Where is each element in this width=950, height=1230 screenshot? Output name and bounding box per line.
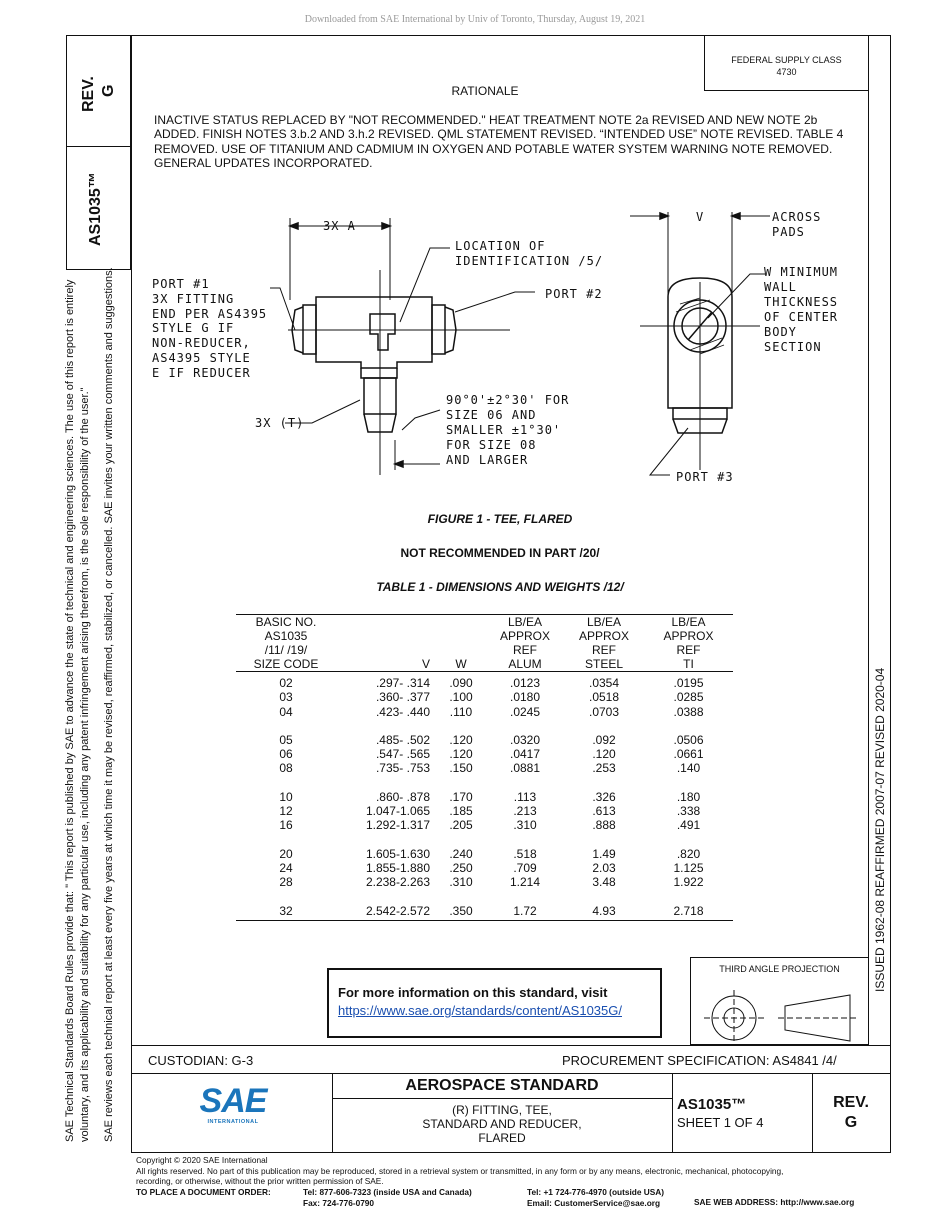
table-cell: .310 — [513, 818, 537, 833]
table-row — [236, 904, 733, 918]
rev-title-value: G — [844, 1114, 858, 1131]
table-cell: 10 — [279, 789, 293, 804]
table-cell: 02 — [279, 676, 293, 690]
table-header-cell — [486, 615, 564, 672]
table-cell: .170 — [449, 789, 473, 804]
table-cell: .240 — [449, 846, 473, 861]
copyright: Copyright © 2020 SAE International — [136, 1155, 268, 1165]
table-header-cell — [236, 615, 336, 672]
table-spacer-row — [236, 719, 733, 733]
rules-line-3: SAE reviews each technical report at least every five years at which time it may be revised, reaffirmed, stabilized, or cancelled. SAE invites your written comments and suggestions. — [103, 267, 115, 1142]
table-row — [236, 818, 733, 832]
info-text: For more information on this standard, visit — [338, 985, 608, 1000]
table-header-row — [236, 615, 733, 672]
table-cell: .110 — [449, 704, 473, 719]
table-cell: 28 — [279, 875, 293, 890]
title-block-rule — [131, 1073, 891, 1074]
port1-line4: STYLE G IF — [152, 321, 235, 336]
table-cell: .350 — [449, 903, 473, 918]
rights-line2: recording, or otherwise, without the prior written permission of SAE. — [136, 1176, 384, 1186]
dim-3x-t: 3X (T) — [255, 416, 305, 430]
table-header-line: REF — [676, 643, 701, 657]
table-cell: .0417 — [509, 747, 541, 762]
dim-3x-a: 3X A — [323, 219, 356, 233]
wall-line1: W MINIMUM — [764, 265, 839, 279]
table-row — [236, 747, 733, 761]
table-header-line: V — [421, 657, 430, 671]
web-address: SAE WEB ADDRESS: http://www.sae.org — [694, 1197, 855, 1207]
table-header-line: AS1035 — [264, 629, 308, 643]
table-cell: 2.542-2.572 — [365, 903, 430, 918]
download-note: Downloaded from SAE International by Univ of Toronto, Thursday, August 19, 2021 — [304, 14, 646, 25]
angle-line1: 90°0'±2°30' FOR — [446, 393, 570, 407]
rights-line1: All rights reserved. No part of this publication may be reproduced, stored in a retrieval system or transmitted, in any form or by any means, electronic, mechanical, photocopying, — [136, 1165, 784, 1176]
table-row — [236, 676, 733, 690]
table-header-line: SIZE CODE — [253, 657, 319, 671]
standard-link[interactable]: https://www.sae.org/standards/content/AS1035G/ — [338, 1003, 622, 1018]
table-cell: .547- .565 — [375, 747, 430, 762]
rev-title — [812, 1093, 890, 1133]
table-cell: 32 — [279, 903, 293, 918]
table-cell: .090 — [449, 676, 473, 690]
table-cell: 08 — [279, 761, 293, 776]
table-header-line: REF — [513, 643, 537, 657]
table-cell: .297- .314 — [375, 676, 430, 690]
table-cell: 2.718 — [673, 903, 704, 918]
table-cell: 20 — [279, 846, 293, 861]
angle-line3: SMALLER ±1°30' — [446, 423, 562, 437]
table-cell: .150 — [449, 761, 473, 776]
table-cell: .491 — [676, 818, 701, 833]
table-header-line: LB/EA — [586, 615, 622, 629]
title-block-left — [131, 1045, 132, 1153]
table-cell: .326 — [592, 789, 616, 804]
across-line1: ACROSS — [772, 210, 822, 224]
table-cell: .709 — [513, 860, 537, 875]
title-block-right — [890, 1045, 891, 1153]
table-caption: TABLE 1 - DIMENSIONS AND WEIGHTS /12/ — [376, 580, 624, 594]
table-cell: .0195 — [673, 676, 704, 690]
dimensions-table — [236, 614, 733, 921]
table-header-cell — [564, 615, 644, 672]
frame-inner-right — [868, 35, 869, 1045]
table-cell: .860- .878 — [375, 789, 430, 804]
figure-caption: FIGURE 1 - TEE, FLARED — [427, 512, 573, 526]
rules-line-2: voluntary, and its applicability and suitability for any particular use, including any patent infringement arising therefrom, is the sole responsibility of the user." — [79, 387, 91, 1142]
table-cell: 03 — [279, 690, 293, 705]
table-spacer-cell — [236, 776, 733, 790]
table-cell: .0506 — [673, 732, 704, 747]
table-header-line: TI — [683, 657, 694, 671]
dim-v: V — [696, 210, 705, 224]
table-row — [236, 690, 733, 704]
table-cell: 06 — [279, 747, 293, 762]
table-body — [236, 672, 733, 920]
table-header-line: ALUM — [508, 657, 542, 671]
sae-logo — [198, 1083, 268, 1125]
title-divider-4 — [332, 1098, 672, 1099]
port1-line6: AS4395 STYLE — [152, 350, 251, 365]
table-cell: 1.49 — [592, 846, 616, 861]
table-cell: .888 — [592, 818, 616, 833]
order-label: TO PLACE A DOCUMENT ORDER: — [136, 1187, 271, 1197]
table-spacer-cell — [236, 833, 733, 847]
table-header-line: W — [455, 657, 467, 671]
table-row — [236, 733, 733, 747]
table-cell: .092 — [592, 732, 616, 747]
loc-id-line1: LOCATION OF — [455, 239, 546, 253]
doc-number-title: AS1035™ — [677, 1096, 747, 1113]
table-header-line: APPROX — [578, 629, 629, 643]
supply-class — [704, 54, 869, 78]
table-cell: .338 — [676, 804, 701, 819]
table-cell: .205 — [449, 818, 473, 833]
table-spacer-row — [236, 776, 733, 790]
table-spacer-cell — [236, 890, 733, 904]
fax: Fax: 724-776-0790 — [303, 1197, 375, 1208]
table-cell: 3.48 — [592, 875, 616, 890]
table-cell: .253 — [592, 761, 616, 776]
footer — [136, 1155, 886, 1187]
info-link-wrap — [338, 1003, 622, 1018]
table-cell: 1.605-1.630 — [365, 846, 430, 861]
location-of-identification — [455, 239, 603, 269]
table-row — [236, 705, 733, 719]
table-row — [236, 847, 733, 861]
title-block-bottom — [131, 1152, 891, 1153]
table-cell: .0703 — [588, 704, 620, 719]
sae-logo-mark: SAE — [199, 1082, 267, 1120]
table-cell: .120 — [449, 747, 473, 762]
table-cell: .120 — [592, 747, 616, 762]
port1-line2: 3X FITTING — [152, 291, 235, 306]
rationale-text: INACTIVE STATUS REPLACED BY "NOT RECOMMENDED." HEAT TREATMENT NOTE 2a REVISED AND NEW NOTE 2b ADDED. FINISH NOTES 3.b.2 AND 3.h.2 REVISED. QML STATEMENT REVISED. “INTENDED USE” NOTE REVISED. TABLE 4 REMOVED. USE OF TITANIUM AND CADMIUM IN OXYGEN AND POTABLE WATER SYSTEM WARNING NOTE REMOVED. GENERAL UPDATES INCORPORATED. — [154, 113, 844, 171]
port-1-callout — [152, 277, 267, 381]
wall-line6: SECTION — [764, 340, 822, 354]
port-3-callout: PORT #3 — [676, 470, 734, 484]
wall-thickness-callout — [764, 265, 838, 355]
table-cell: 2.238-2.263 — [365, 875, 430, 890]
table-cell: .0245 — [509, 704, 541, 719]
table-spacer-row — [236, 890, 733, 904]
table-header-line: LB/EA — [507, 615, 543, 629]
table-row — [236, 875, 733, 889]
angle-line4: FOR SIZE 08 — [446, 438, 537, 452]
table-cell: .0354 — [588, 676, 620, 690]
table-cell: .0661 — [673, 747, 704, 762]
table-cell: 1.047-1.065 — [365, 804, 430, 819]
not-recommended-note: NOT RECOMMENDED IN PART /20/ — [400, 546, 600, 560]
wall-line3: THICKNESS — [764, 295, 839, 309]
title-line3: FLARED — [478, 1131, 526, 1145]
table-cell: .0285 — [673, 690, 704, 705]
frame-outer-right — [890, 35, 891, 1045]
table-cell: .113 — [513, 789, 537, 804]
table-header-line: /11/ /19/ — [264, 643, 308, 657]
table-spacer-row — [236, 918, 733, 920]
loc-id-line2: IDENTIFICATION /5/ — [455, 254, 604, 268]
title-divider-2 — [672, 1073, 673, 1153]
table-header-line: STEEL — [584, 657, 623, 671]
email: Email: CustomerService@sae.org — [527, 1197, 661, 1208]
wall-line5: BODY — [764, 325, 797, 339]
port1-line7: E IF REDUCER — [152, 365, 251, 380]
table-spacer-cell — [236, 719, 733, 733]
table-row — [236, 761, 733, 775]
angle-callout — [446, 393, 569, 468]
title-line2: STANDARD AND REDUCER, — [422, 1117, 582, 1131]
table-cell: .140 — [676, 761, 701, 776]
rev-label-left: REV. — [80, 76, 97, 112]
port1-line3: END PER AS4395 — [152, 306, 268, 321]
sae-logo-sub: INTERNATIONAL — [207, 1119, 259, 1125]
table-row — [236, 861, 733, 875]
table-cell: 1.922 — [673, 875, 704, 890]
across-line2: PADS — [772, 225, 805, 239]
rationale-title: RATIONALE — [451, 84, 519, 98]
table-header-line: APPROX — [663, 629, 714, 643]
table-header-line: LB/EA — [671, 615, 706, 629]
table-cell: 1.72 — [513, 903, 537, 918]
table-cell: .120 — [449, 732, 473, 747]
table-cell: .250 — [449, 860, 473, 875]
angle-line5: AND LARGER — [446, 453, 529, 467]
doc-number-left: AS1035™ — [87, 172, 104, 246]
table-cell: 04 — [279, 704, 293, 719]
table-cell: .100 — [449, 690, 473, 705]
table-cell: .213 — [513, 804, 537, 819]
across-pads — [772, 210, 821, 240]
table-cell: 1.292-1.317 — [365, 818, 430, 833]
table-cell: .180 — [676, 789, 701, 804]
table-spacer-row — [236, 833, 733, 847]
port1-line1: PORT #1 — [152, 277, 210, 291]
table-cell: 05 — [279, 732, 293, 747]
table-cell: .0388 — [673, 704, 704, 719]
port1-line5: NON-REDUCER, — [152, 336, 251, 351]
table-cell: 2.03 — [592, 860, 616, 875]
table-cell: .0123 — [509, 676, 541, 690]
rev-value-left: G — [100, 84, 117, 97]
table-cell: .485- .502 — [375, 732, 430, 747]
title-line1: (R) FITTING, TEE, — [452, 1103, 552, 1117]
revision-history: ISSUED 1962-08 REAFFIRMED 2007-07 REVISED 2020-04 — [873, 667, 887, 992]
table-cell: .360- .377 — [375, 690, 430, 705]
table-row — [236, 804, 733, 818]
dimensions-table-grid — [236, 615, 733, 920]
table-header-cell — [336, 615, 436, 672]
tel-usa: Tel: 877-606-7323 (inside USA and Canada) — [303, 1187, 472, 1197]
table-header-cell — [436, 615, 486, 672]
procurement-spec: PROCUREMENT SPECIFICATION: AS4841 /4/ — [562, 1053, 837, 1068]
table-cell: 1.214 — [509, 875, 541, 890]
table-cell: .0320 — [509, 732, 541, 747]
sheet-number: SHEET 1 OF 4 — [677, 1115, 764, 1130]
table-cell: 4.93 — [592, 903, 616, 918]
table-cell: 16 — [279, 818, 293, 833]
wall-line4: OF CENTER — [764, 310, 839, 324]
projection-label: THIRD ANGLE PROJECTION — [719, 964, 840, 974]
table-cell: 12 — [279, 804, 293, 819]
table-cell: .310 — [449, 875, 473, 890]
table-cell: .0518 — [588, 690, 620, 705]
table-spacer-cell — [236, 918, 733, 920]
table-header-line: APPROX — [499, 629, 550, 643]
table-cell: .423- .440 — [375, 704, 430, 719]
table-cell: 1.125 — [673, 860, 704, 875]
title-block-top — [131, 1045, 891, 1046]
table-header-cell — [644, 615, 733, 672]
port-2-callout: PORT #2 — [545, 287, 603, 301]
document-title — [332, 1103, 672, 1145]
rules-line-1: SAE Technical Standards Board Rules provide that: " This report is published by SAE to advance the state of technical and engineering sciences. The use of this report is entirely — [64, 279, 76, 1142]
table-header-line: REF — [592, 643, 616, 657]
supply-class-line1: FEDERAL SUPPLY CLASS — [731, 55, 842, 65]
table-cell: 1.855-1.880 — [365, 860, 430, 875]
order-contacts-usa — [303, 1187, 472, 1208]
table-cell: 24 — [279, 860, 293, 875]
table-cell: .518 — [513, 846, 537, 861]
aerospace-standard-label: AEROSPACE STANDARD — [405, 1077, 599, 1094]
angle-line2: SIZE 06 AND — [446, 408, 537, 422]
table-cell: .820 — [676, 846, 701, 861]
table-cell: .0180 — [509, 690, 541, 705]
wall-line2: WALL — [764, 280, 797, 294]
table-row — [236, 790, 733, 804]
table-header-line: BASIC NO. — [255, 615, 317, 629]
rev-title-label: REV. — [833, 1094, 869, 1111]
left-panel-rule — [131, 35, 132, 1045]
rev-box-left — [66, 35, 131, 147]
table-cell: .185 — [449, 804, 473, 819]
third-angle-projection-symbol — [690, 985, 869, 1045]
supply-class-line2: 4730 — [776, 67, 797, 77]
order-contacts-intl — [527, 1187, 664, 1208]
custodian: CUSTODIAN: G-3 — [148, 1053, 254, 1068]
tel-outside: Tel: +1 724-776-4970 (outside USA) — [527, 1187, 665, 1197]
table-cell: .0881 — [509, 761, 541, 776]
table-cell: .735- .753 — [375, 761, 430, 776]
table-cell: .613 — [592, 804, 616, 819]
